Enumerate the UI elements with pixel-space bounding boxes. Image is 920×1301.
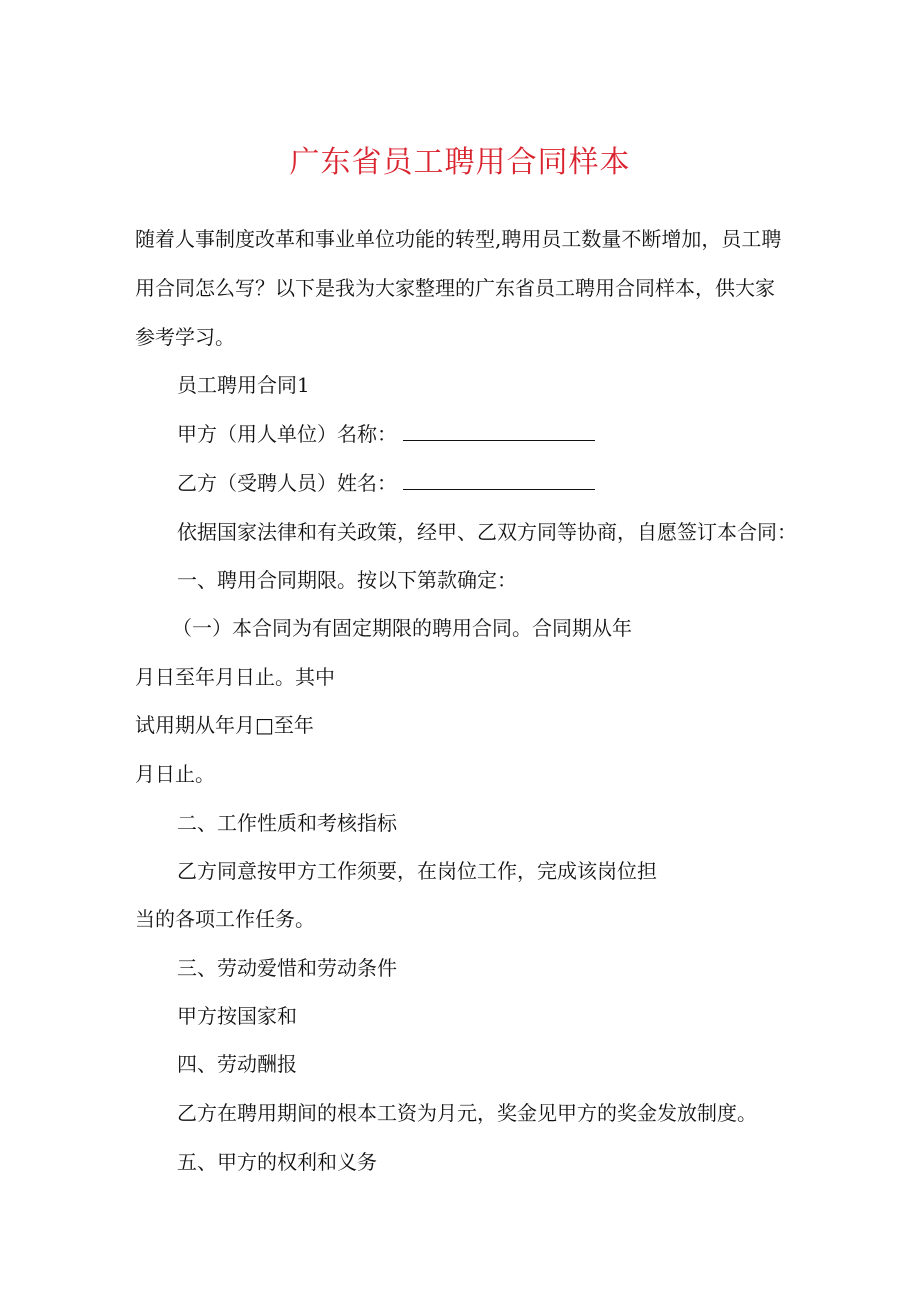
party-a-blank: [403, 422, 595, 441]
section-1-item-line-3: 试用期从年月□至年: [135, 713, 314, 737]
intro-line-2: 用合同怎么写？以下是我为大家整理的广东省员工聘用合同样本，供大家: [135, 276, 775, 300]
section-3-body: 甲方按国家和: [177, 1004, 297, 1028]
section-4-heading: 四、劳动酬报: [177, 1052, 297, 1076]
section-4-body: 乙方在聘用期间的根本工资为月元，奖金见甲方的奖金发放制度。: [177, 1101, 757, 1125]
section-1-heading: 一、聘用合同期限。按以下第款确定：: [177, 568, 517, 592]
party-b-row: [177, 469, 595, 497]
section-2-heading: 二、工作性质和考核指标: [177, 811, 397, 835]
section-5-heading: 五、甲方的权利和义务: [177, 1150, 377, 1174]
party-a-label: 甲方（用人单位）名称：: [177, 422, 397, 446]
intro-line-3: 参考学习。: [135, 325, 235, 349]
party-b-label: 乙方（受聘人员）姓名：: [177, 471, 397, 495]
basis-paragraph: 依据国家法律和有关政策，经甲、乙双方同等协商，自愿签订本合同：: [177, 520, 797, 544]
section-2-body-line-2: 当的各项工作任务。: [135, 907, 315, 931]
intro-line-1: 随着人事制度改革和事业单位功能的转型,聘用员工数量不断增加，员工聘: [135, 227, 782, 251]
document-title: 广东省员工聘用合同样本: [289, 145, 631, 180]
contract-heading: 员工聘用合同1: [177, 373, 310, 397]
section-1-item-line-2: 月日至年月日止。其中: [135, 665, 335, 689]
section-3-heading: 三、劳动爱惜和劳动条件: [177, 956, 397, 980]
section-2-body-line-1: 乙方同意按甲方工作须要，在岗位工作，完成该岗位担: [177, 859, 657, 883]
section-1-item-line-4: 月日止。: [135, 762, 215, 786]
party-b-blank: [403, 471, 595, 490]
section-1-item-line-1: （一）本合同为有固定期限的聘用合同。合同期从年: [172, 616, 632, 640]
party-a-row: [177, 420, 595, 448]
